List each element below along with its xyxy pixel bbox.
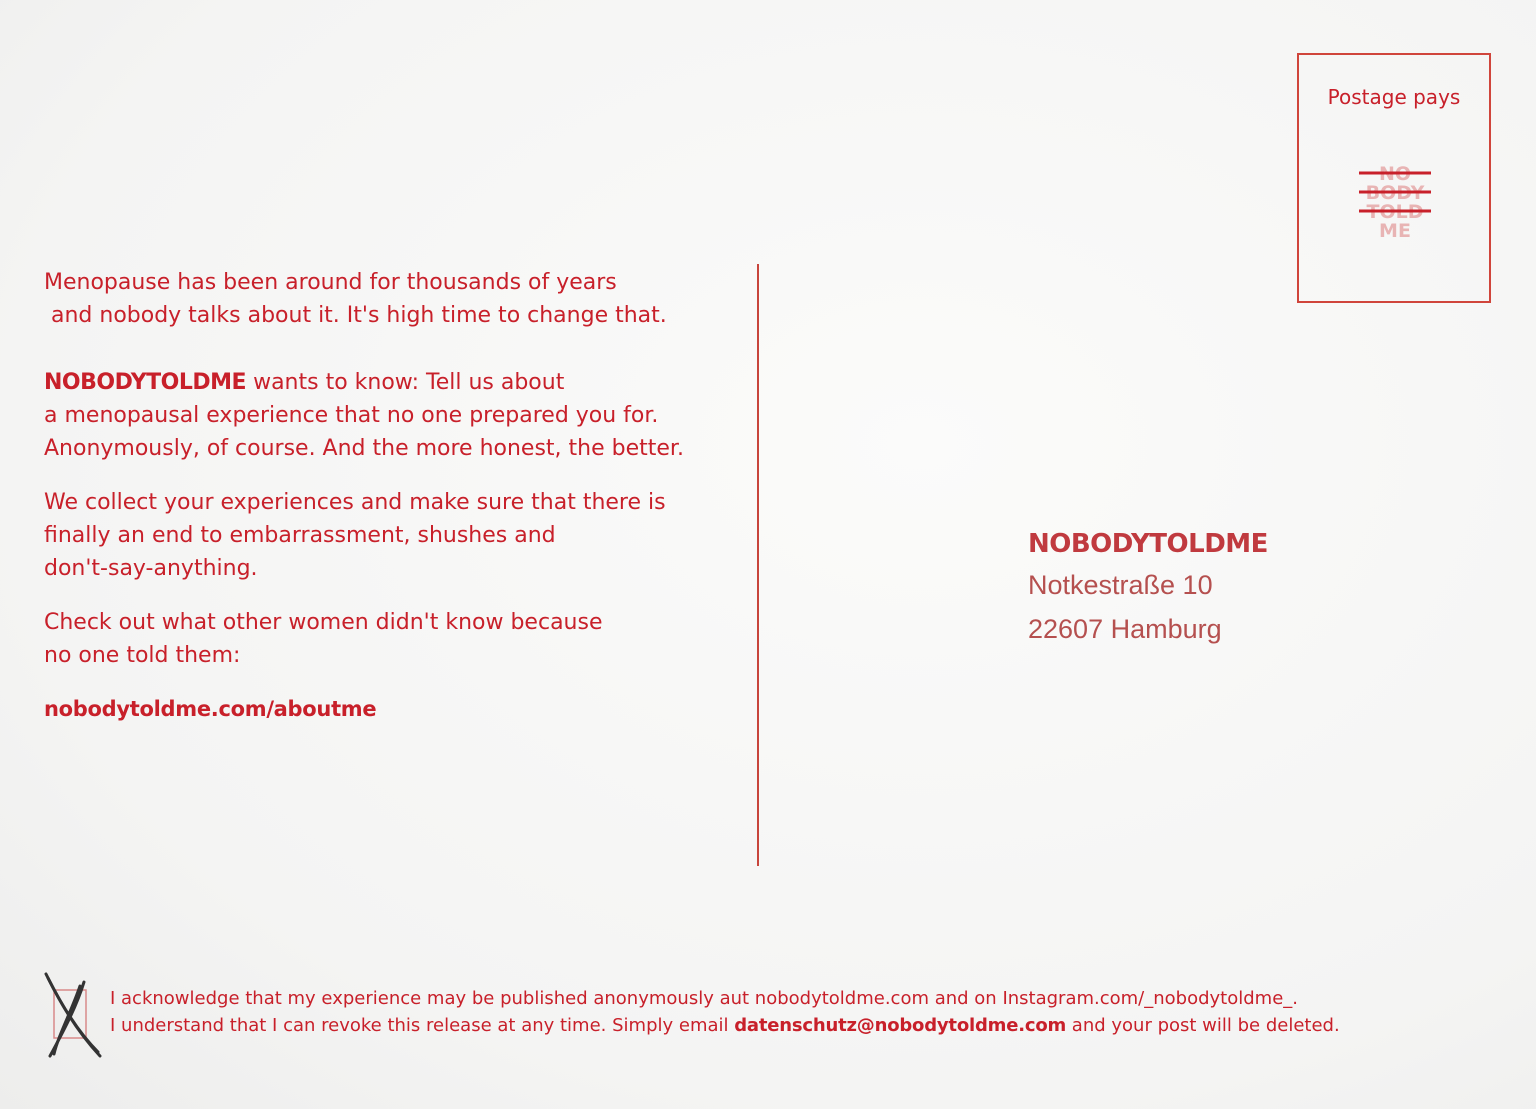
brand-name: NOBODYTOLDME [44, 370, 247, 395]
postage-label: Postage pays [1327, 85, 1461, 109]
message-text [44, 266, 734, 726]
intro-paragraph: Menopause has been around for thousands of years and nobody talks about it. It's high time to change that. [44, 270, 667, 328]
collect-paragraph: We collect your experiences and make sure that there is finally an end to embarrassment, shushes and don't-say-anything. [44, 490, 666, 581]
logo-line-1: NO [1378, 163, 1412, 185]
address-street: Notkestraße 10 [1028, 570, 1213, 600]
call-paragraph: NOBODYTOLDME wants to know: Tell us about a menopausal experience that no one prepared you for. Anonymously, of course. And the more honest, the better. [44, 370, 684, 461]
logo-line-4: ME [1379, 220, 1411, 241]
logo-line-3: TOLD [1366, 201, 1424, 223]
recipient-address [1028, 525, 1268, 651]
checkout-paragraph: Check out what other women didn't know because no one told them: [44, 610, 603, 668]
postage-stamp-box [1297, 53, 1491, 303]
address-city: 22607 Hamburg [1028, 614, 1222, 644]
logo-line-2: BODY [1365, 182, 1425, 204]
consent-line-2: I understand that I can revoke this release at any time. Simply email datenschutz@nobodytoldme.com and your post will be deleted. [110, 1015, 1340, 1036]
privacy-email-link[interactable]: datenschutz@nobodytoldme.com [734, 1015, 1067, 1036]
website-link[interactable]: nobodytoldme.com/aboutme [44, 697, 377, 721]
consent-text [110, 985, 1340, 1039]
consent-line-1: I acknowledge that my experience may be published anonymously aut nobodytoldme.com and on Instagram.com/_nobodytoldme_. [110, 988, 1299, 1009]
center-divider [757, 264, 759, 866]
consent-checkbox-checked[interactable] [40, 968, 106, 1060]
address-name: NOBODYTOLDME [1028, 529, 1268, 559]
nobodytoldme-logo-icon [1357, 161, 1433, 241]
